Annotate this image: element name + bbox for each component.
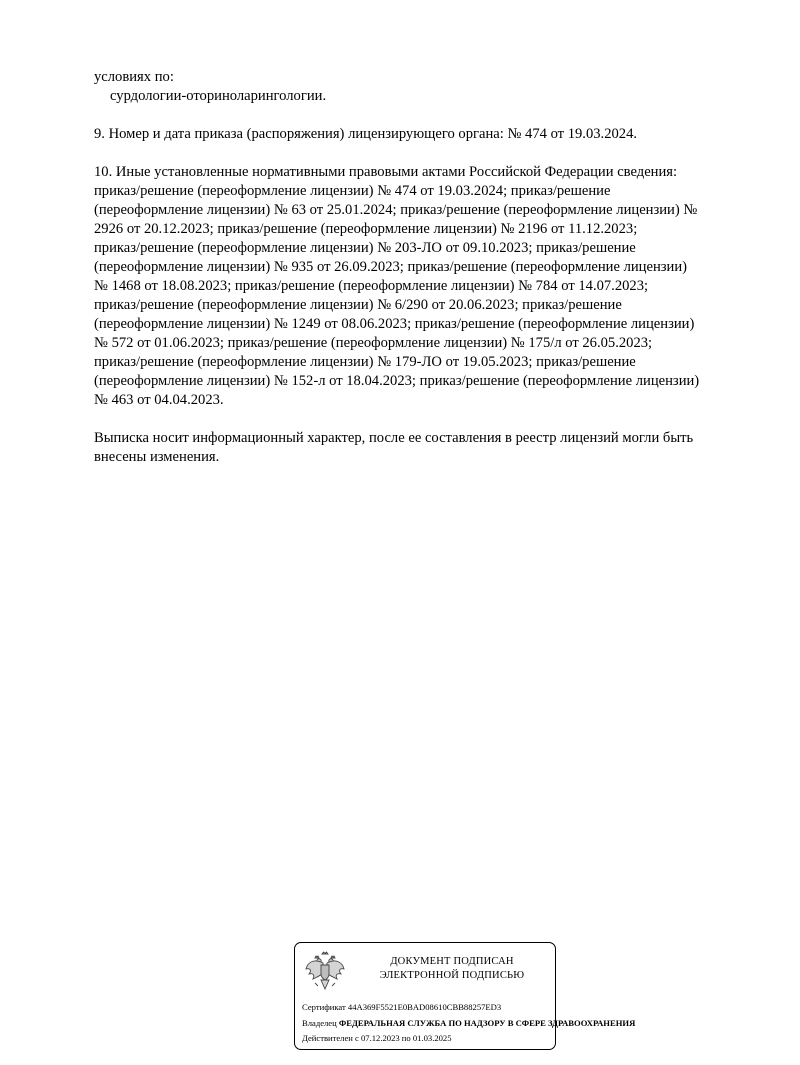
text-line: условиях по:: [94, 69, 174, 85]
text-line: 2926 от 20.12.2023; приказ/решение (переоформление лицензии) № 2196 от 11.12.2023;: [94, 221, 638, 237]
text-line: приказ/решение (переоформление лицензии) № 179-ЛО от 19.05.2023; приказ/решение: [94, 354, 636, 370]
owner-label: Владелец: [302, 1018, 337, 1028]
paragraph-gap: [94, 106, 766, 125]
text-line: приказ/решение (переоформление лицензии) № 203-ЛО от 09.10.2023; приказ/решение: [94, 240, 636, 256]
signature-title-line: ЭЛЕКТРОННОЙ ПОДПИСЬЮ: [379, 970, 525, 981]
text-line: (переоформление лицензии) № 935 от 26.09.2023; приказ/решение (переоформление лицензии): [94, 259, 688, 275]
owner-line: [302, 1018, 635, 1029]
document-body: [94, 68, 766, 467]
signature-title: [355, 955, 549, 983]
text-line: (переоформление лицензии) № 1249 от 08.06.2023; приказ/решение (переоформление лицензии): [94, 316, 695, 332]
certificate-line: [302, 1002, 501, 1013]
text-line: приказ/решение (переоформление лицензии) № 6/290 от 20.06.2023; приказ/решение: [94, 297, 622, 313]
text-line: № 1468 от 18.08.2023; приказ/решение (переоформление лицензии) № 784 от 14.07.2023;: [94, 278, 649, 294]
text-line: № 572 от 01.06.2023; приказ/решение (переоформление лицензии) № 175/л от 26.05.2023;: [94, 335, 653, 351]
signature-title-line: ДОКУМЕНТ ПОДПИСАН: [390, 956, 514, 967]
disclaimer-line: Выписка носит информационный характер, после ее составления в реестр лицензий могли быть: [94, 430, 694, 446]
owner-value: ФЕДЕРАЛЬНАЯ СЛУЖБА ПО НАДЗОРУ В СФЕРЕ ЗДРАВООХРАНЕНИЯ: [338, 1018, 636, 1028]
disclaimer-line: внесены изменения.: [94, 449, 220, 465]
section-10-heading: 10. Иные установленные нормативными правовыми актами Российской Федерации сведения:: [94, 164, 678, 180]
text-line: приказ/решение (переоформление лицензии) № 474 от 19.03.2024; приказ/решение: [94, 183, 611, 199]
text-line: (переоформление лицензии) № 152-л от 18.04.2023; приказ/решение (переоформление лицензии): [94, 373, 700, 389]
paragraph-gap: [94, 410, 766, 429]
order-number-line: 9. Номер и дата приказа (распоряжения) лицензирующего органа: № 474 от 19.03.2024.: [94, 126, 638, 142]
electronic-signature-stamp: [294, 942, 636, 1050]
paragraph-gap: [94, 144, 766, 163]
text-line: сурдологии-оториноларингологии.: [110, 88, 327, 104]
text-line: № 463 от 04.04.2023.: [94, 392, 224, 408]
coat-of-arms-icon: [303, 949, 347, 993]
validity-line: Действителен с 07.12.2023 по 01.03.2025: [302, 1033, 452, 1043]
text-line: (переоформление лицензии) № 63 от 25.01.2024; приказ/решение (переоформление лицензии) №: [94, 202, 698, 218]
certificate-label: Сертификат: [302, 1002, 346, 1012]
certificate-value: 44A369F5521E0BAD08610CBB88257ED3: [347, 1002, 502, 1012]
